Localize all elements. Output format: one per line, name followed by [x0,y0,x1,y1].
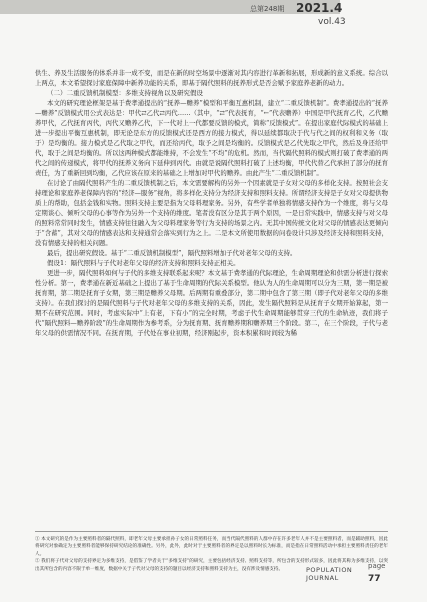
page-number: 77 [368,574,381,584]
journal-name-line2: JOURNAL [306,574,339,582]
journal-name-line1: POPULATION [306,566,353,574]
hypothesis: 假设1：隔代照料与子代对老年父母的经济支持和照料支持正相关。 [47,259,240,267]
volume-label: vol.43 [318,17,346,27]
journal-logo [306,566,352,582]
page-header [0,0,427,44]
footnote: ② 我们将子代对父母的支持界定为多维支持，是借鉴了学者关于“多维支持”的研究，主要包括经济支持、照料支持等，所包含的支持形式较多，因此将其称为多维支持，以突出其所包含的内容不限于单一维度，数据中关于子代对父母的支持的题目以经济支持和照料支持为主，没有涉及情感支持。 [35,559,388,572]
paragraph: 供生、养及生活服务的体系并非一成不变，而是在新的时空场景中逐渐对其内容进行革新和拓展，形成新的意义系统。综合以上两点，本文希望探讨家庭保障中新养功能的关系，即基于隔代照料的抚养形式是否会赋予家庭养老新的动力。 [35,69,388,87]
issue-number: 总第248期 [250,5,285,13]
paragraph: 本文的研究理论框架是基于费孝通提出的“抚养—赡养”模型和平衡互惠机制，建立“二重反馈机制”。费孝通提出的“抚养—赡养”反馈模式用公式表达是：甲代⇄乙代⇄丙代……（其中，“⇄”代表抚育，“←”代表赡养）中国是甲代抚育乙代，乙代赡养甲代，乙代抚育丙代，丙代又赡养乙代，下一代对上一代都要反馈的模式，简称“反馈模式”。在提出家庭代际模式的基础上进一步提出平衡互惠机制，即无论是东方的反馈模式还是西方的接力模式，得以延续都取决于代与代之间的权利和义务（取于）是均衡的。接力模式是乙代取之甲代，而还给丙代，取予之间是均衡的。反馈模式是乙代先取之甲代，然后及身还给甲代，取于之间是均衡的。所以这两种模式都能维持，不会发生“不均”的危机。然而，当代隔代照料的模式则打破了费孝通的两代之间的传递模式，将甲代的抚养义务向下延伸到丙代。由就是说隔代照料打破了上述均衡，甲代代替乙代承担了部分的抚育责任，为了重新回到均衡，乙代应该在原来的基础之上增加对甲代的赡养。由此产生“二重反馈机制”。 [35,99,388,177]
paragraph: 最后，提出研究假设。基于“二重反馈机制模型”，隔代照料增加子代对老年父母的支持。 [47,249,297,257]
paragraph: 更进一步，隔代照料如何与子代的多维支持联系起来呢？本文基于费孝通的代际理论，生命周期理论和供需分析进行探索性分析。第一，费孝通在新近基础之上提出了基于生命周期的代际关系模型。他认为人的生命周期可以分为三期，第一期是被抚育期，第二期是抚育子女期，第三期是赡养父母期。后两期有重叠部分，第二期中包含了第三期（即子代对老年父母的多维支持）。在我们探讨的是隔代照料与子代对老年父母的多维支持的关系，因此，发生隔代照料是从抚育子女期开始算起，第一期不在研究范围。同时，考虑实际中“上有老，下有小”的完全时期，考虑子代生命周期能够贯穿三代的生命轨迹，我们将子代“隔代照料—赡养阶段”的生命周期作为参考系，分为抚育期、抚育赡养期和赡养期三个阶段。第二，在三个阶段，子代与老年父母的供需情况不同。在抚育期，子代处在事业初期，经济刚起步，资本积累和时间较为稀 [35,269,388,337]
header-bar [0,0,343,15]
footnote: ① 本文研究的是作为主要照料者的隔代照料，即老年父母主要承担孙子女的日常照料任务，而当代隔代照料的人群中存在许多老年人并不是主要照料者，而是辅助照料，因此将研究对象确定为主要照料者能够保持研究结论的准确性。另外，此外，此时对于主要照料者的界定是以照料时长为标准，而是指在日常照料活动中承担主要照料责任的老年人。 [35,537,388,557]
paragraph: 在讨论了由隔代照料产生的二重反馈机制之后，本文需要解构的另外一个因素就是子女对父母的多样化支持。按照社会支持理论和家庭养老保障内容的“经济—服务”视角，将多样化支持分为经济支持和照料支持。所谓经济支持是子女对父母提供物质上的帮助，包括金钱和实物。照料支持主要是指为父母料理家务。另外，有些学者单独将情感支持作为一个维度，将与父母定期谈心、倾听父母的心事等作为另外一个支持的维度。笔者没有区分是其于两个原因，一是日常实践中，情感支持与对父母的照料常常同时发生，情感支持往往融入为父母料理家务等行为支持的场景之内。无其中国传统文化对父母的情感表达更倾向于“含蓄”，其对父母的情感表达和支持通常会落实到行为之上。二是本文所使用数据的问卷设计只涉及经济支持和照料支持，没有情感支持的相关问题。 [35,179,388,247]
section-heading: （二）二重反馈机制模型：多维支持视角以及研究假设 [47,89,203,97]
issue-year: 2021.4 [296,1,343,15]
page-word: page [368,562,386,570]
article-body [35,68,388,338]
